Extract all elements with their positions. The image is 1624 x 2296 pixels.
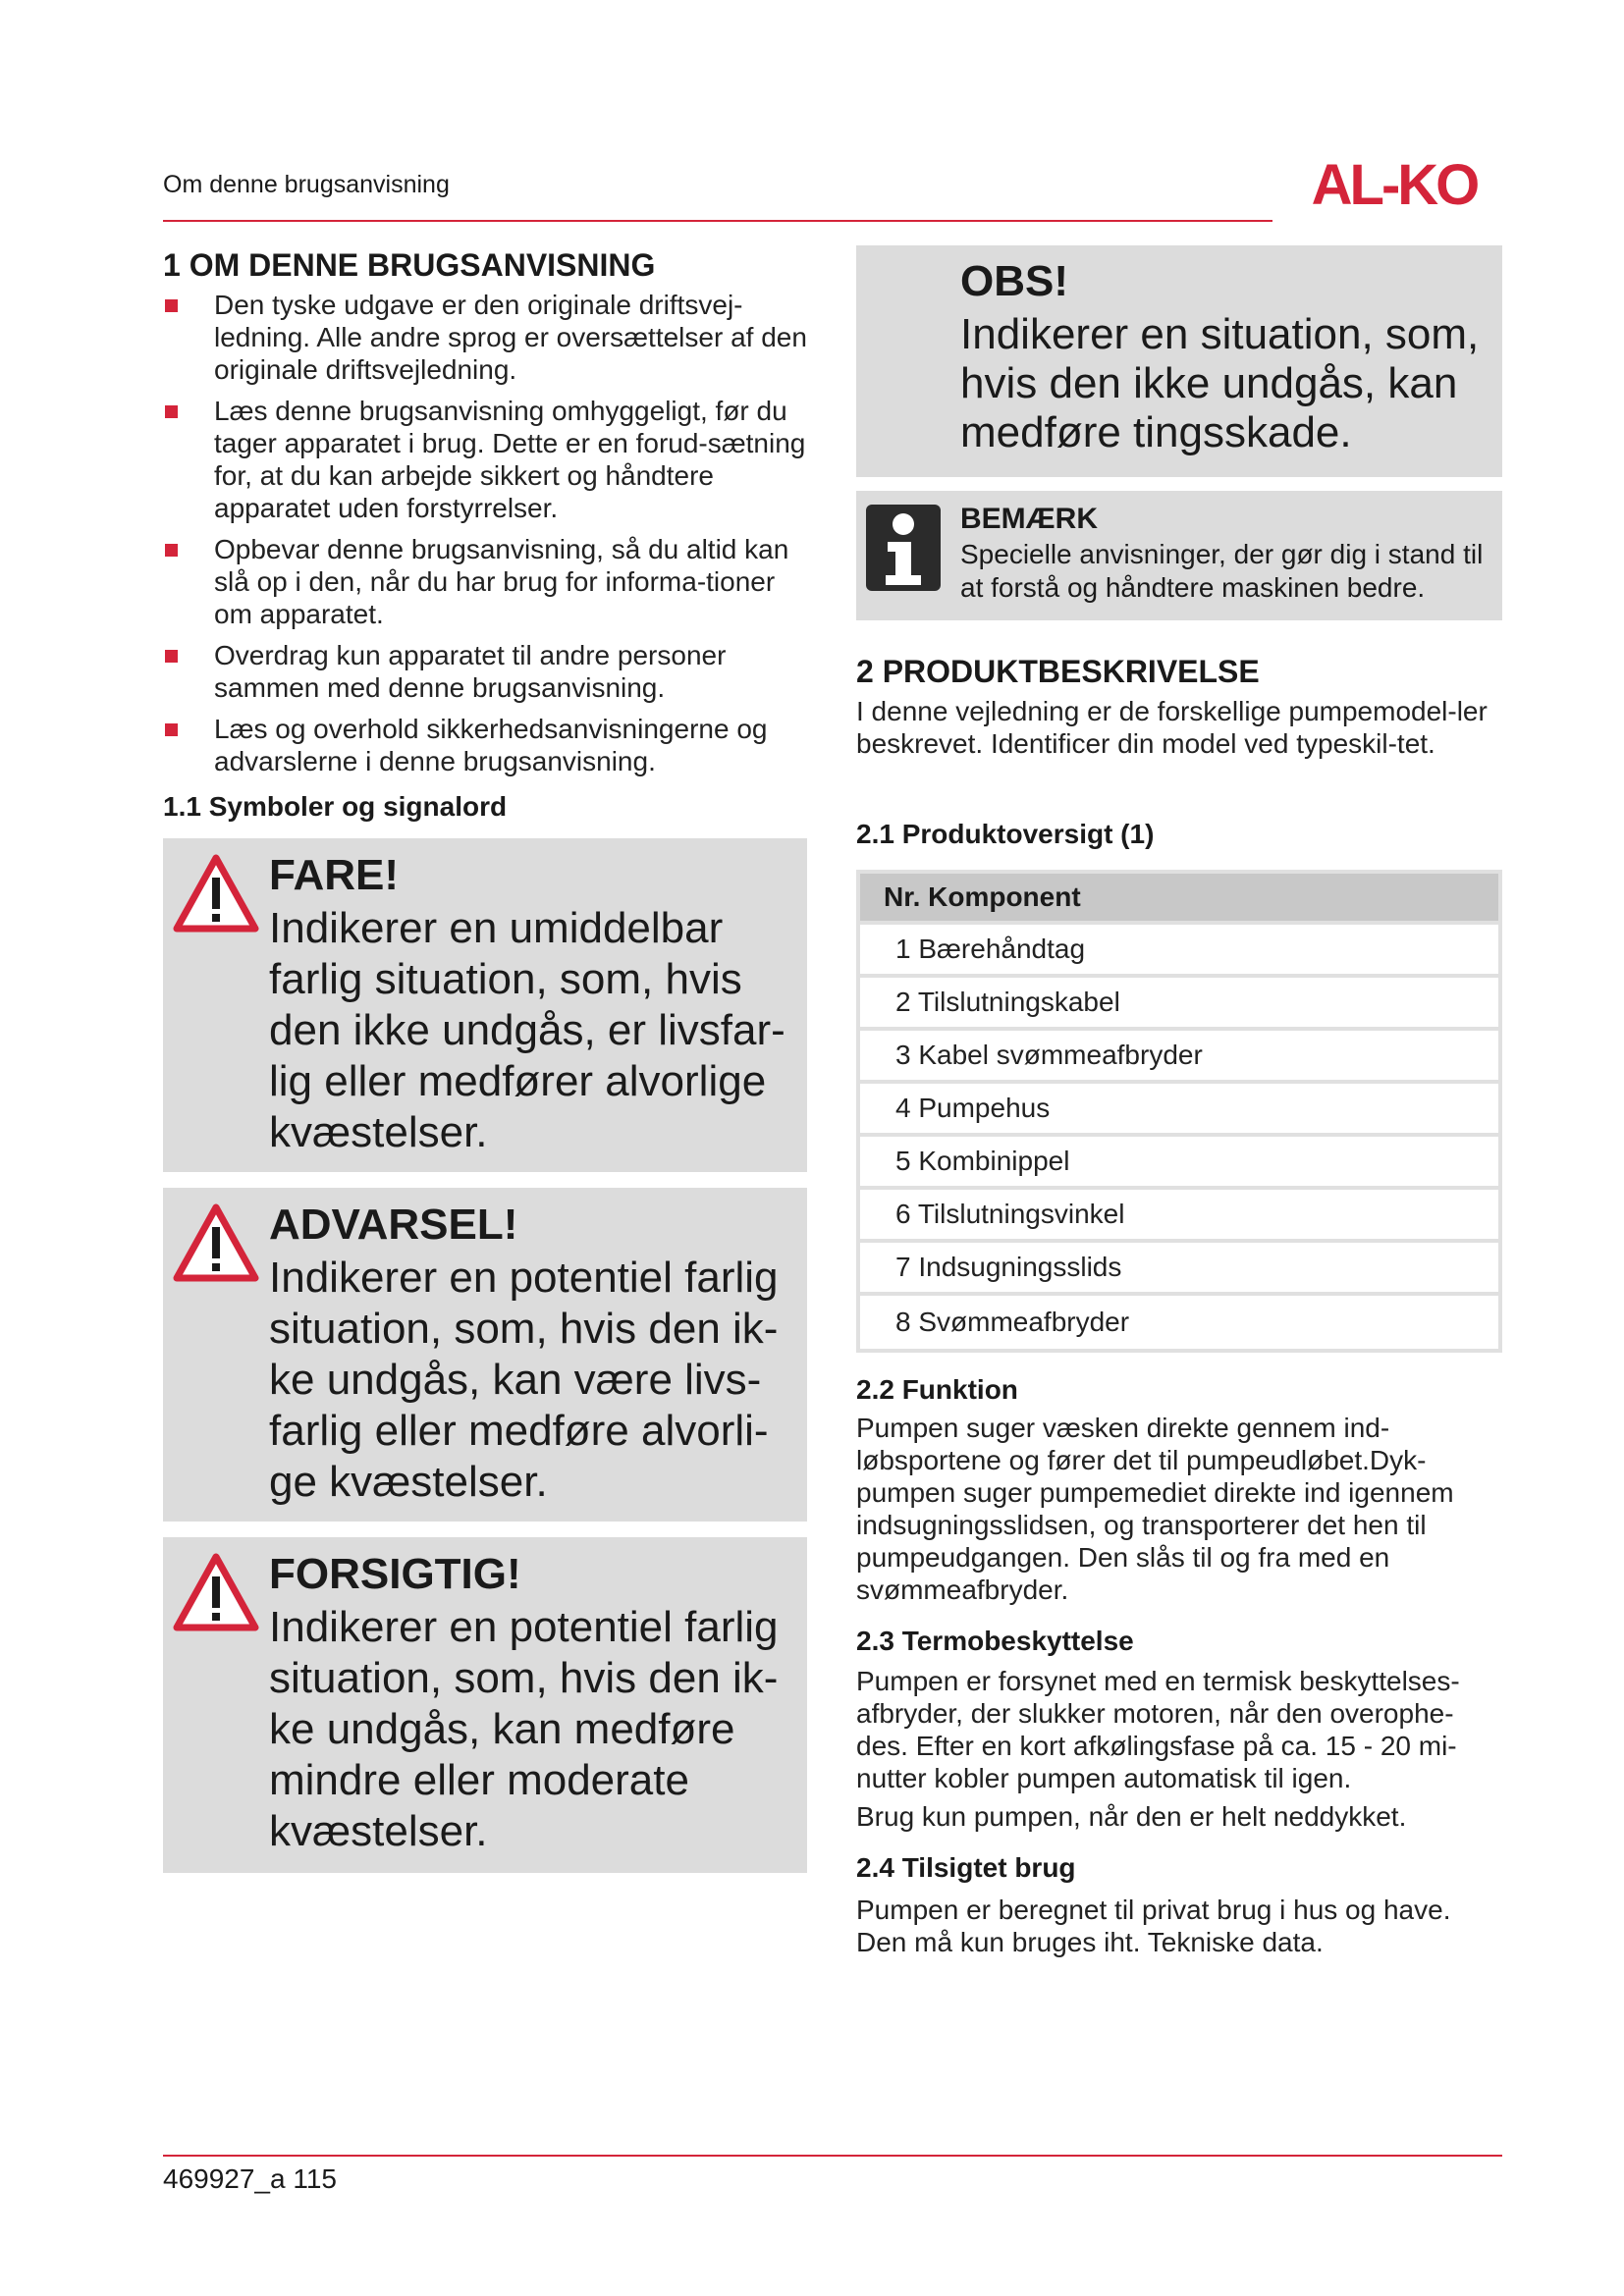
section-2-1-heading: 2.1 Produktoversigt (1): [856, 819, 1155, 849]
section-2-4-heading: 2.4 Tilsigtet brug: [856, 1852, 1076, 1883]
right-column: [856, 245, 1502, 1958]
section-2-2-text: Pumpen suger væsken direkte gennem ind-løbsportene og fører det til pumpeudløbet.Dyk-pumpen suger pumpemediet direkte ind igennem indsugningsslidsen, og transporterer det hen til pumpeudgangen. Den slås til og fra med en svømmeafbryder.: [856, 1413, 1454, 1605]
section-1-heading: 1 OM DENNE BRUGSANVISNING: [163, 247, 656, 283]
notice-title: OBS!: [960, 257, 1068, 305]
bullet-square-icon: [165, 650, 178, 663]
left-column: [163, 245, 807, 1873]
running-header: Om denne brugsanvisning: [163, 171, 450, 198]
table-header-row: [860, 874, 1498, 925]
info-icon: [866, 505, 941, 591]
table-row: [860, 925, 1498, 978]
section-1-bullet-list: [163, 289, 807, 777]
note-box: [856, 491, 1502, 620]
danger-text: Indikerer en umiddelbar farlig situation, som, hvis den ikke undgås, er livsfar-lig eller medfører alvorlige kvæstelser.: [269, 904, 785, 1156]
section-2-4-text: Pumpen er beregnet til privat brug i hus og have. Den må kun bruges iht. Tekniske data.: [856, 1895, 1451, 1957]
warning-title: ADVARSEL!: [269, 1201, 518, 1249]
bullet-square-icon: [165, 405, 178, 418]
notice-box: [856, 245, 1502, 477]
warning-triangle-icon: [173, 852, 259, 934]
table-cell: 4 Pumpehus: [860, 1084, 1498, 1137]
bullet-square-icon: [165, 723, 178, 736]
section-2-3-text: Pumpen er forsynet med en termisk beskyttelses-afbryder, der slukker motoren, når den overophe-des. Efter en kort afkølingsfase på ca. 15 - 20 mi-nutter kobler pumpen automatisk til igen.: [856, 1666, 1460, 1793]
table-row: [860, 1243, 1498, 1296]
list-item: Opbevar denne brugsanvisning, så du altid kan slå op i den, når du har brug for informa-tioner om apparatet.: [163, 533, 807, 630]
bullet-square-icon: [165, 299, 178, 312]
footer-divider: [163, 2155, 1502, 2157]
list-item: Læs og overhold sikkerhedsanvisningerne og advarslerne i denne brugsanvisning.: [163, 713, 807, 777]
table-cell: 3 Kabel svømmeafbryder: [860, 1031, 1498, 1084]
table-cell: 8 Svømmeafbryder: [895, 1307, 1130, 1337]
component-table: [856, 870, 1502, 1353]
warning-triangle-icon: [173, 1201, 259, 1284]
table-row: [860, 978, 1498, 1031]
caution-title: FORSIGTIG!: [269, 1550, 521, 1598]
warning-box: [163, 1188, 807, 1522]
warning-text: Indikerer en potentiel farlig situation, som, hvis den ik-ke undgås, kan være livs-farlig eller medføre alvorli-ge kvæstelser.: [269, 1254, 779, 1506]
logo-wordmark: AL-KO: [1311, 155, 1478, 214]
table-cell: 7 Indsugningsslids: [860, 1243, 1498, 1296]
danger-title: FARE!: [269, 851, 399, 899]
header-divider: [163, 220, 1272, 222]
note-text: Specielle anvisninger, der gør dig i stand til at forstå og håndtere maskinen bedre.: [960, 539, 1484, 603]
table-row: [860, 1084, 1498, 1137]
section-2-3-heading: 2.3 Termobeskyttelse: [856, 1626, 1134, 1656]
table-row: [860, 1190, 1498, 1243]
note-title: BEMÆRK: [960, 503, 1098, 535]
table-cell: 2 Tilslutningskabel: [860, 978, 1498, 1031]
danger-box: [163, 838, 807, 1172]
caution-text: Indikerer en potentiel farlig situation, som, hvis den ik-ke undgås, kan medføre mindre eller moderate kvæstelser.: [269, 1603, 779, 1855]
list-item: Den tyske udgave er den originale driftsvej-ledning. Alle andre sprog er oversættelser af den originale driftsvejledning.: [163, 289, 807, 386]
section-2-3-text-2: Brug kun pumpen, når den er helt neddykket.: [856, 1801, 1407, 1832]
table-cell: 5 Kombinippel: [860, 1137, 1498, 1190]
list-item: Overdrag kun apparatet til andre personer sammen med denne brugsanvisning.: [163, 639, 807, 704]
table-cell: 6 Tilslutningsvinkel: [860, 1190, 1498, 1243]
bullet-square-icon: [165, 544, 178, 557]
section-2-text: I denne vejledning er de forskellige pumpemodel-ler beskrevet. Identificer din model ved typeskil-tet.: [856, 696, 1488, 759]
alko-logo: [1286, 155, 1502, 214]
table-header-cell: Nr. Komponent: [860, 874, 1498, 925]
section-2-2-heading: 2.2 Funktion: [856, 1374, 1018, 1405]
table-row: [860, 1137, 1498, 1190]
section-1-1-heading: 1.1 Symboler og signalord: [163, 791, 508, 822]
table-cell: 1 Bærehåndtag: [860, 925, 1498, 978]
notice-text: Indikerer en situation, som, hvis den ikke undgås, kan medføre tingsskade.: [960, 310, 1480, 456]
page-footer: 469927_a 115: [163, 2163, 337, 2194]
table-row: [860, 1296, 1498, 1349]
section-2-heading: 2 PRODUKTBESKRIVELSE: [856, 654, 1260, 689]
caution-box: [163, 1537, 807, 1873]
list-item: Læs denne brugsanvisning omhyggeligt, før du tager apparatet i brug. Dette er en forud-sætning for, at du kan arbejde sikkert og håndtere apparatet uden forstyrrelser.: [163, 395, 807, 524]
table-row: [860, 1031, 1498, 1084]
warning-triangle-icon: [173, 1551, 259, 1633]
